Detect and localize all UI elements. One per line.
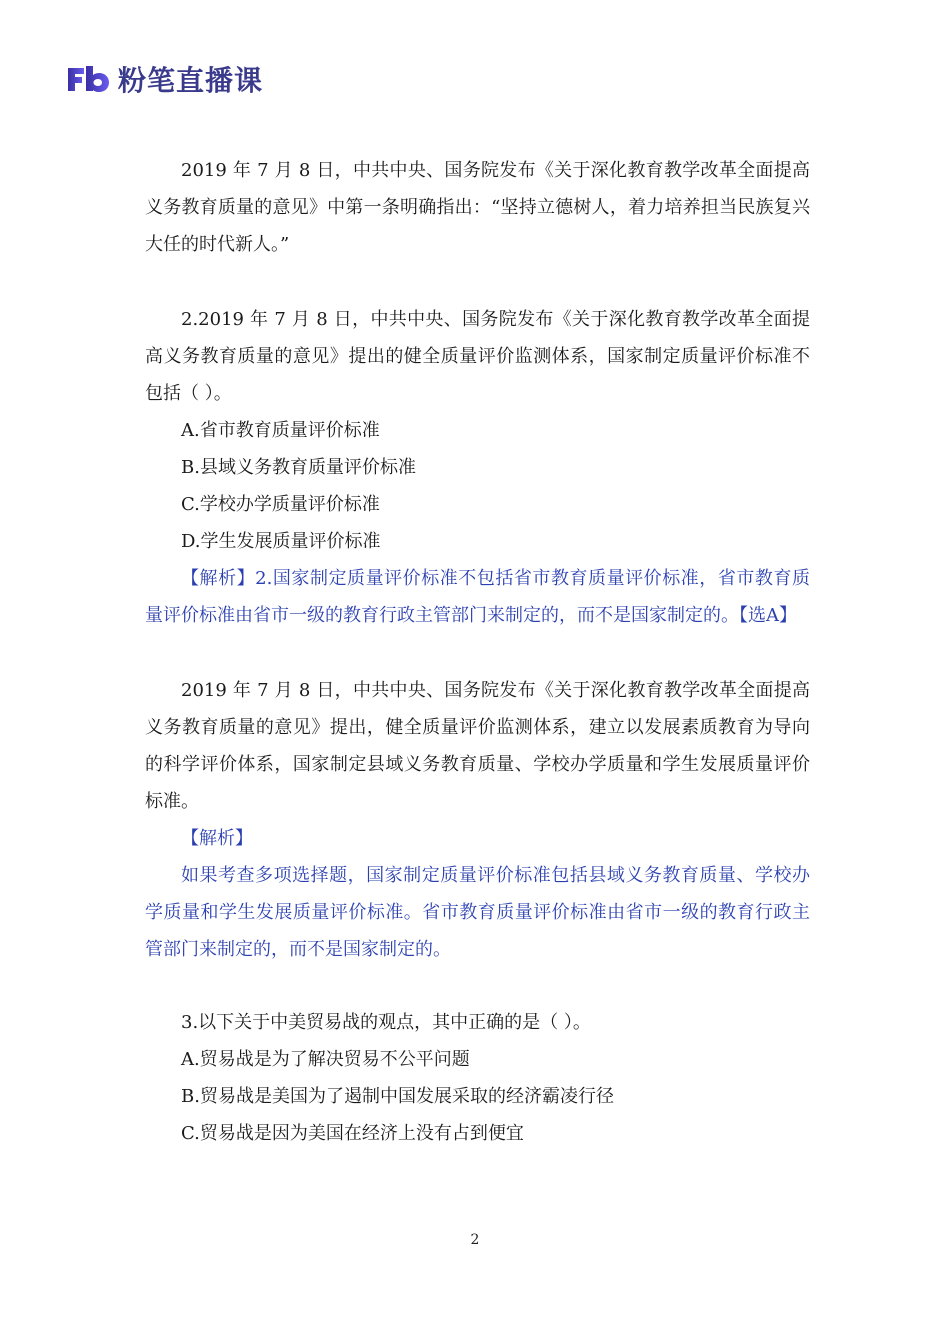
question-2-option-d: D.学生发展质量评价标准 [181, 531, 381, 552]
fb-logo-icon [66, 64, 112, 94]
analysis-body: 如果考查多项选择题，国家制定质量评价标准包括县域义务教育质量、学校办学质量和学生发展质量评价标准。省市教育质量评价标准由省市一级的教育行政主管部门来制定的，而不是国家制定的。 [145, 865, 810, 960]
question-2-option-a: A.省市教育质量评价标准 [181, 420, 380, 441]
question-2-stem: 2.2019 年 7 月 8 日，中共中央、国务院发布《关于深化教育教学改革全面提高义务教育质量的意见》提出的健全质量评价监测体系，国家制定质量评价标准不包括（ ）。 [145, 309, 810, 404]
intro-paragraph: 2019 年 7 月 8 日，中共中央、国务院发布《关于深化教育教学改革全面提高义务教育质量的意见》中第一条明确指出：“坚持立德树人，着力培养担当民族复兴大任的时代新人。” [145, 160, 810, 255]
header [66, 62, 263, 96]
analysis-heading: 【解析】 [181, 828, 253, 849]
question-2-option-b: B.县域义务教育质量评价标准 [181, 457, 416, 478]
question-3-stem: 3.以下关于中美贸易战的观点，其中正确的是（ ）。 [181, 1012, 591, 1033]
question-3-option-b: B.贸易战是美国为了遏制中国发展采取的经济霸凌行径 [181, 1086, 614, 1107]
document-body [145, 152, 810, 1152]
question-2-option-c: C.学校办学质量评价标准 [181, 494, 380, 515]
explanation-paragraph: 2019 年 7 月 8 日，中共中央、国务院发布《关于深化教育教学改革全面提高义务教育质量的意见》提出，健全质量评价监测体系，建立以发展素质教育为导向的科学评价体系，国家制定县域义务教育质量、学校办学质量和学生发展质量评价标准。 [145, 680, 810, 812]
question-2-analysis: 【解析】2.国家制定质量评价标准不包括省市教育质量评价标准，省市教育质量评价标准由省市一级的教育行政主管部门来制定的，而不是国家制定的。【选A】 [145, 568, 810, 626]
page-number: 2 [470, 1232, 480, 1248]
question-3-option-c: C.贸易战是因为美国在经济上没有占到便宜 [181, 1123, 524, 1144]
question-3-option-a: A.贸易战是为了解决贸易不公平问题 [181, 1049, 470, 1070]
brand-name: 粉笔直播课 [118, 64, 264, 97]
